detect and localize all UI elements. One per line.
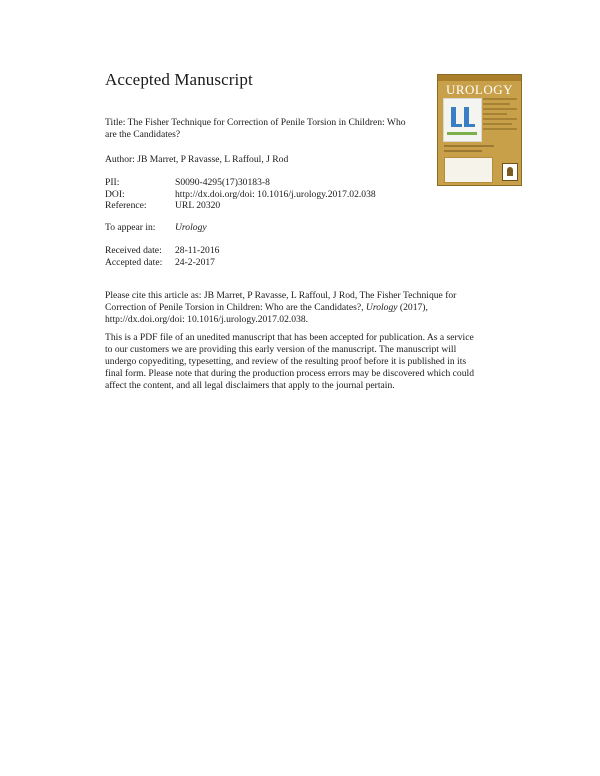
- disclaimer-line: This is a PDF file of an unedited manuscript that has been accepted for publication. As a service: [105, 332, 474, 343]
- disclaimer-line: to our customers we are providing this early version of the manuscript. The manuscript will: [105, 344, 457, 355]
- cover-journal-name: UROLOGY: [445, 82, 514, 97]
- journal-name: Urology: [175, 222, 207, 233]
- disclaimer-line: affect the content, and all legal disclaimers that apply to the journal pertain.: [105, 380, 395, 391]
- cover-illustration: [443, 98, 482, 142]
- doi-label: DOI:: [105, 188, 125, 200]
- received-label: Received date:: [105, 245, 162, 256]
- article-title-line-2: are the Candidates?: [105, 129, 181, 140]
- page-heading: Accepted Manuscript: [105, 70, 253, 89]
- citation-doi-link[interactable]: http://dx.doi.org/doi: 10.1016/j.urology.2017.02.038.: [105, 314, 309, 325]
- citation-title: Correction of Penile Torsion in Children: Who are the Candidates?,: [105, 302, 364, 313]
- author-line: Author: JB Marret, P Ravasse, L Raffoul, J Rod: [105, 154, 289, 165]
- disclaimer-line: undergo copyediting, typesetting, and review of the resulting proof before it is published in its: [105, 356, 467, 367]
- identifiers-block: [105, 177, 376, 212]
- disclaimer-paragraph: [105, 332, 535, 392]
- appear-in-block: [105, 222, 207, 234]
- citation-line-1: Please cite this article as: JB Marret, P Ravasse, L Raffoul, J Rod, The Fisher Technique for: [105, 290, 457, 301]
- publisher-logo-icon: [502, 163, 518, 181]
- journal-cover-image: [437, 74, 522, 186]
- cover-contents-lines: [483, 98, 517, 133]
- citation-year: (2017),: [399, 302, 428, 313]
- citation-line-2: [105, 302, 525, 314]
- received-value: 28-11-2016: [175, 245, 220, 256]
- citation-block: [105, 290, 525, 326]
- cover-white-panel: [444, 157, 493, 183]
- appear-label: To appear in:: [105, 222, 156, 233]
- pii-label: PII:: [105, 177, 120, 188]
- citation-journal: Urology: [365, 302, 398, 313]
- accepted-value: 24-2-2017: [175, 256, 215, 268]
- pii-value: S0090-4295(17)30183-8: [175, 177, 270, 188]
- accepted-label: Accepted date:: [105, 256, 163, 268]
- reference-value: URL 20320: [175, 200, 221, 211]
- dates-block: [105, 245, 219, 268]
- article-title-line-1: Title: The Fisher Technique for Correction of Penile Torsion in Children: Who: [105, 117, 406, 128]
- disclaimer-line: final form. Please note that during the production process errors may be discovered which could: [105, 368, 474, 379]
- cover-top-band: [438, 75, 521, 81]
- doi-link[interactable]: http://dx.doi.org/doi: 10.1016/j.urology.2017.02.038: [175, 188, 376, 200]
- reference-label: Reference:: [105, 200, 147, 211]
- cover-caption-lines: [444, 145, 494, 155]
